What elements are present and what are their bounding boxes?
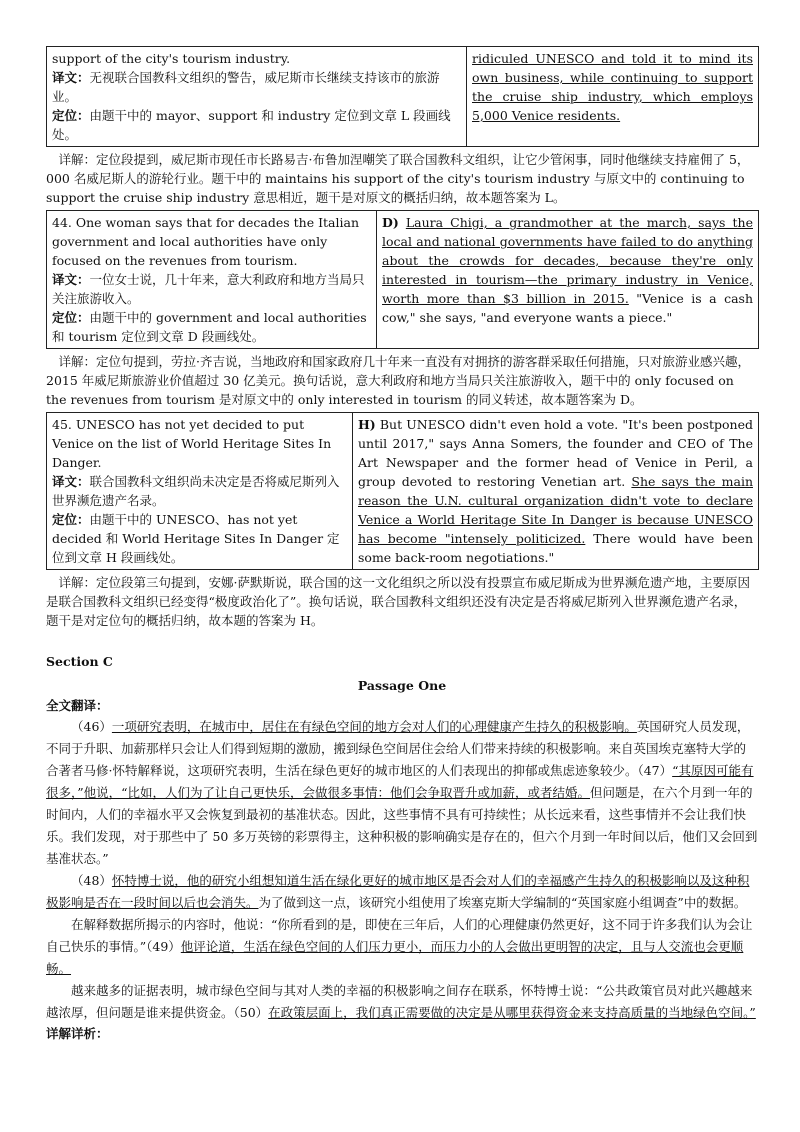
question-44-text: 44. One woman says that for decades the Italian government and local authorities have only focused on the revenues from tourism. [52, 215, 360, 268]
question-43-table [46, 46, 759, 147]
paragraph-2 [46, 870, 758, 914]
section-heading: Section C [46, 654, 113, 669]
question-45-table [46, 412, 759, 570]
question-44-table [46, 210, 759, 349]
locate-label: 定位： [52, 512, 90, 527]
question-43-left-cell [47, 47, 467, 147]
paragraph-label-h: H) [358, 417, 376, 432]
question-44-right-cell [377, 211, 759, 349]
question-44-source-rest: "Venice is a cash cow," she says, "and everyone wants a piece." [382, 291, 753, 325]
underlined-49: 他评论道，生活在绿色空间的人们压力更小，而压力小的人会做出更明智的决定，且与人交流也会更顺畅。 [46, 939, 744, 976]
question-45-source-underlined: She says the main reason the U.N. cultural organization didn't vote to declare Venice a World Heritage Site In Danger is because UNESCO has become "intensely politicized. [358, 474, 753, 546]
underlined-50: 在政策层面上，我们真正需要做的决定是从哪里获得资金来支持高质量的当地绿色空间。” [268, 1005, 756, 1020]
question-44-translation: 一位女士说，几十年来，意大利政府和地方当局只关注旅游收入。 [52, 272, 365, 306]
question-43-text: support of the city's tourism industry. [52, 51, 291, 66]
question-44-left-cell [47, 211, 377, 349]
question-44-source-underlined: Laura Chigi, a grandmother at the march, says the local and national governments have failed to do anything about the crowds for decades, because they're only interested in tourism—the primary industry in Venice, worth more than $3 billion in 2015. [382, 215, 753, 306]
underlined-48: 怀特博士说，他的研究小组想知道生活在绿化更好的城市地区是否会对人们的幸福感产生持久的积极影响以及这种积极影响是否在一段时间以后也会消失。 [46, 873, 750, 910]
paragraph-1-text-a: 英国研究人员发现，不同于升职、加薪那样只会让人们得到短期的激励，搬到绿色空间居住会给人们带来持续的积极影响。来自英国埃克塞特大学的合著者马修·怀特解释说，这项研究表明，生活在绿色更好的城市地区的人们表现出的抑郁或焦虑迹象较少。（47） [46, 719, 750, 778]
paragraph-4 [46, 980, 758, 1024]
question-43-detail: 详解：定位段提到，威尼斯市现任市长路易吉·布鲁加涅嘲笑了联合国教科文组织，让它少管闲事，同时他继续支持雇佣了 5，000 名威尼斯人的游轮行业。题干中的 maintains his support of the city's tourism industry 与原文中的 continuing to support the cruise ship industry 意思相近，题干是对原文的概括归纳，故本题答案为 L。 [46, 152, 750, 205]
translation-label: 译文： [52, 70, 90, 85]
marker-46: （46） [71, 719, 112, 734]
paragraph-1-text-b: 但问题是，在六个月到一年的时间内，人们的幸福水平又会恢复到最初的基准状态。因此，这些事情不具有可持续性；从长远来看，这些事情并不会让我们快乐。我们发现，对于那些中了 50 多万英镑的彩票得主，这种积极的影响确实是存在的，但六个月到一年时间以后，他们又会回到基准状态。” [46, 785, 758, 866]
paragraph-1 [46, 716, 758, 870]
passage-title: Passage One [357, 678, 447, 693]
question-43-right-cell [467, 47, 759, 147]
marker-48: （48） [71, 873, 112, 888]
paragraph-4-text: 越来越多的证据表明，城市绿色空间与其对人类的幸福的积极影响之间存在联系，怀特博士说：“公共政策官员对此兴趣越来越浓厚，但问题是谁来提供资金。（50） [46, 983, 753, 1020]
page [46, 46, 758, 1044]
paragraph-3-text: 在解释数据所揭示的内容时，他说：“你所看到的是，即使在三年后，人们的心理健康仍然更好，这不同于许多我们认为会让自己快乐的事情。”（49） [46, 917, 753, 954]
underlined-46: 一项研究表明，在城市中，居住在有绿色空间的地方会对人们的心理健康产生持久的积极影响。 [111, 719, 637, 734]
question-45-source-rest: There would have been some back-room negotiations." [358, 531, 754, 565]
question-44-detail: 详解：定位句提到，劳拉·齐吉说，当地政府和国家政府几十年来一直没有对拥挤的游客群采取任何措施，只对旅游业感兴趣，2015 年威尼斯旅游业价值超过 30 亿美元。换句话说，意大利政府和地方当局只关注旅游收入，题干中的 only focused on the revenues from tourism 是对原文中的 only interested in tourism 的同义转述，故本题答案为 D。 [46, 354, 750, 407]
question-45-right-cell [353, 413, 759, 570]
underlined-47: “其原因可能有很多，”他说，“比如，人们为了让自己更快乐，会做很多事情：他们会争取晋升或加薪，或者结婚。 [46, 763, 754, 800]
translation-label: 译文： [52, 474, 90, 489]
locate-label: 定位： [52, 108, 90, 123]
question-45-detail: 详解：定位段第三句提到，安娜·萨默斯说，联合国的这一文化组织之所以没有投票宣布威尼斯成为世界濒危遗产地，主要原因是联合国教科文组织已经变得“极度政治化了”。换句话说，联合国教科文组织还没有决定是否将威尼斯列入世界濒危遗产名录，题干是对定位句的概括归纳，故本题的答案为 H。 [46, 575, 750, 628]
analysis-label: 详解详析： [46, 1026, 109, 1041]
locate-label: 定位： [52, 310, 90, 325]
paragraph-label-d: D) [382, 215, 399, 230]
question-45-translation: 联合国教科文组织尚未决定是否将威尼斯列入世界濒危遗产名录。 [52, 474, 340, 508]
question-44-locate: 由题干中的 government and local authorities 和 tourism 定位到文章 D 段画线处。 [52, 310, 367, 344]
paragraph-3 [46, 914, 758, 980]
question-45-source-plain: But UNESCO didn't even hold a vote. "It's been postponed until 2017," says Anna Somers, the founder and CEO of The Art Newspaper and the former head of Venice in Peril, a group devoted to restoring Venetian art. [358, 417, 753, 489]
full-translation-label: 全文翻译： [46, 698, 109, 713]
question-45-left-cell [47, 413, 353, 570]
question-45-locate: 由题干中的 UNESCO、has not yet decided 和 World Heritage Sites In Danger 定位到文章 H 段画线处。 [52, 512, 340, 565]
question-43-locate: 由题干中的 mayor、support 和 industry 定位到文章 L 段画线处。 [52, 108, 451, 142]
question-43-source-text: ridiculed UNESCO and told it to mind its own business, while continuing to support the cruise ship industry, which employs 5,000 Venice residents. [472, 51, 753, 123]
translation-label: 译文： [52, 272, 90, 287]
paragraph-2-text: 为了做到这一点，该研究小组使用了埃塞克斯大学编制的“英国家庭小组调查”中的数据。 [258, 895, 747, 910]
question-45-text: 45. UNESCO has not yet decided to put Venice on the list of World Heritage Sites In Danger. [52, 417, 332, 470]
question-43-translation: 无视联合国教科文组织的警告，威尼斯市长继续支持该市的旅游业。 [52, 70, 440, 104]
